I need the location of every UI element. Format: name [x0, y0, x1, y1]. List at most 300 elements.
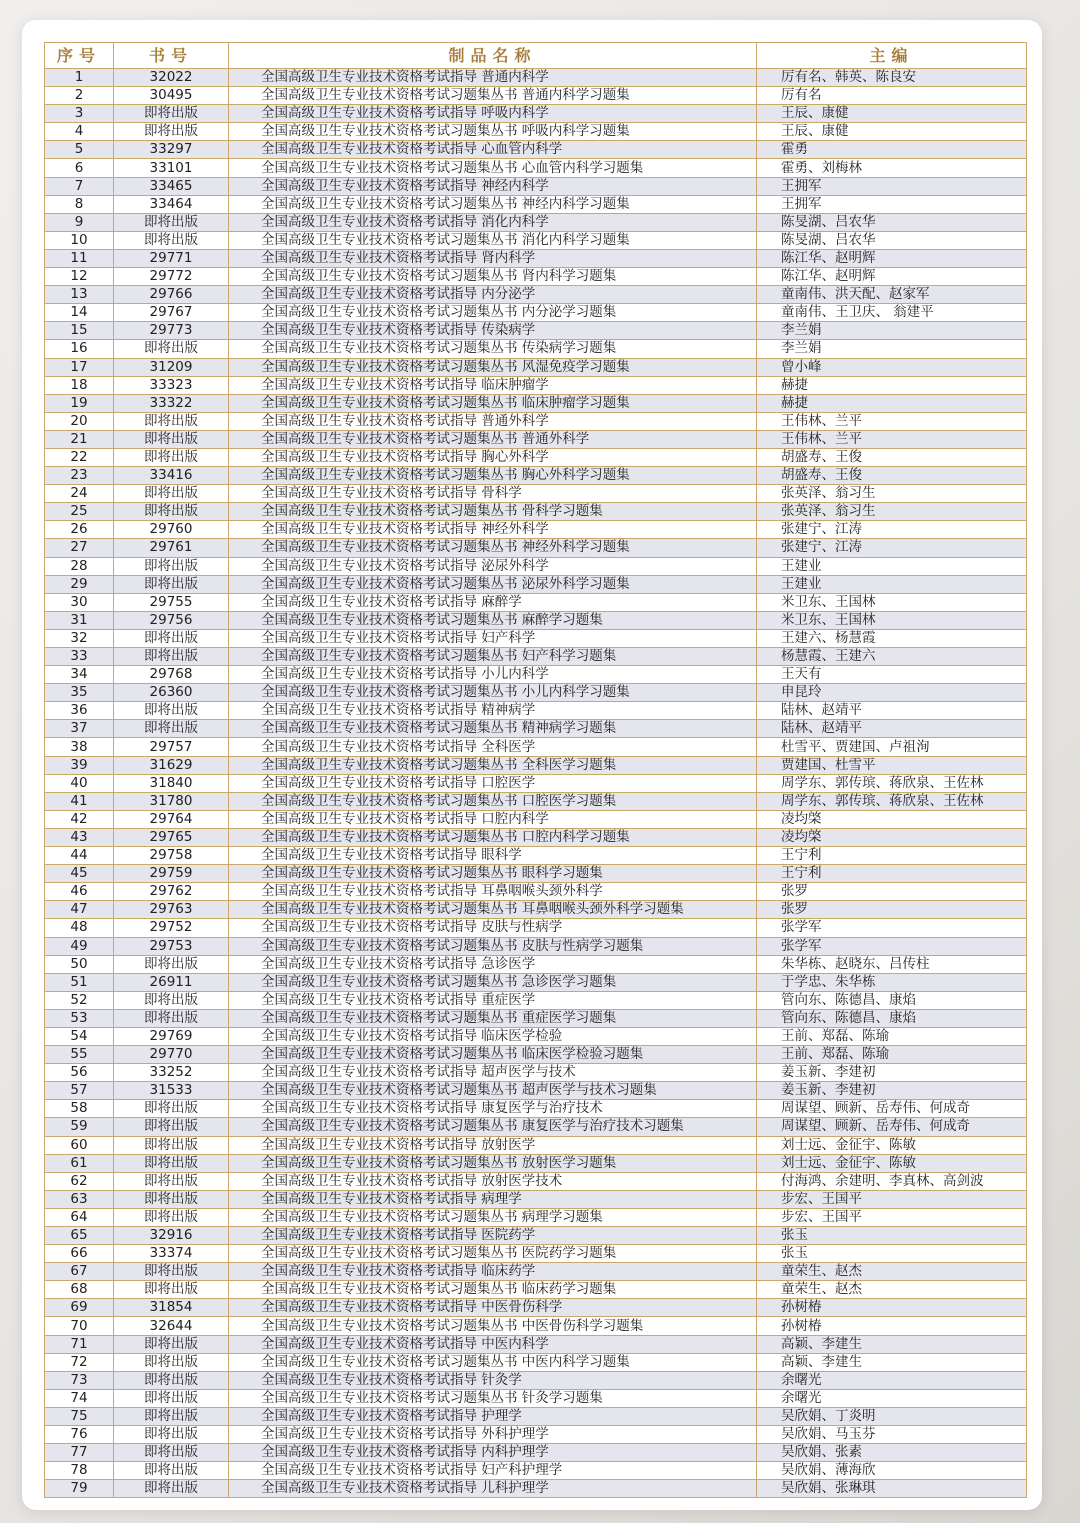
- row-book-no: 即将出版: [114, 485, 229, 503]
- row-name: 全国高级卫生专业技术资格考试习题集丛书 临床医学检验习题集: [229, 1046, 757, 1064]
- row-editor: 王前、郑磊、陈瑜: [757, 1027, 1027, 1045]
- row-name: 全国高级卫生专业技术资格考试指导 临床肿瘤学: [229, 376, 757, 394]
- row-name: 全国高级卫生专业技术资格考试习题集丛书 肾内科学习题集: [229, 268, 757, 286]
- header-editor: 主编: [757, 43, 1027, 69]
- row-name: 全国高级卫生专业技术资格考试指导 普通外科学: [229, 412, 757, 430]
- table-row: [45, 141, 1027, 159]
- row-book-no: 30495: [114, 87, 229, 105]
- table-row: [45, 322, 1027, 340]
- table-row: [45, 467, 1027, 485]
- row-editor: 管向东、陈德昌、康焰: [757, 1009, 1027, 1027]
- row-editor: 余曙光: [757, 1389, 1027, 1407]
- table-row: [45, 1100, 1027, 1118]
- row-editor: 张学军: [757, 937, 1027, 955]
- row-book-no: 31840: [114, 774, 229, 792]
- row-seq: 19: [45, 394, 114, 412]
- row-name: 全国高级卫生专业技术资格考试指导 口腔医学: [229, 774, 757, 792]
- table-row: [45, 648, 1027, 666]
- table-row: [45, 87, 1027, 105]
- row-seq: 1: [45, 69, 114, 87]
- row-book-no: 33252: [114, 1064, 229, 1082]
- table-row: [45, 666, 1027, 684]
- row-name: 全国高级卫生专业技术资格考试指导 神经外科学: [229, 521, 757, 539]
- row-name: 全国高级卫生专业技术资格考试指导 传染病学: [229, 322, 757, 340]
- row-name: 全国高级卫生专业技术资格考试指导 心血管内科学: [229, 141, 757, 159]
- table-row: [45, 430, 1027, 448]
- row-seq: 45: [45, 865, 114, 883]
- row-book-no: 即将出版: [114, 340, 229, 358]
- table-row: [45, 286, 1027, 304]
- row-book-no: 即将出版: [114, 720, 229, 738]
- table-row: [45, 1172, 1027, 1190]
- row-seq: 77: [45, 1444, 114, 1462]
- row-book-no: 29767: [114, 304, 229, 322]
- row-editor: 厉有名、韩英、陈良安: [757, 69, 1027, 87]
- table-row: [45, 720, 1027, 738]
- table-row: [45, 792, 1027, 810]
- row-book-no: 33101: [114, 159, 229, 177]
- row-editor: 王伟林、兰平: [757, 430, 1027, 448]
- table-row: [45, 159, 1027, 177]
- row-name: 全国高级卫生专业技术资格考试指导 外科护理学: [229, 1426, 757, 1444]
- row-book-no: 即将出版: [114, 231, 229, 249]
- row-editor: 吴欣娟、马玉芬: [757, 1426, 1027, 1444]
- row-seq: 32: [45, 629, 114, 647]
- row-editor: 孙树椿: [757, 1317, 1027, 1335]
- row-seq: 17: [45, 358, 114, 376]
- table-row: [45, 268, 1027, 286]
- row-seq: 58: [45, 1100, 114, 1118]
- row-book-no: 26360: [114, 684, 229, 702]
- table-row: [45, 973, 1027, 991]
- row-editor: 赫捷: [757, 394, 1027, 412]
- row-editor: 王建六、杨慧霞: [757, 629, 1027, 647]
- row-book-no: 即将出版: [114, 1009, 229, 1027]
- row-seq: 48: [45, 919, 114, 937]
- row-book-no: 即将出版: [114, 1389, 229, 1407]
- row-seq: 50: [45, 955, 114, 973]
- row-seq: 28: [45, 557, 114, 575]
- row-book-no: 即将出版: [114, 955, 229, 973]
- row-seq: 2: [45, 87, 114, 105]
- table-row: [45, 684, 1027, 702]
- row-name: 全国高级卫生专业技术资格考试习题集丛书 泌尿外科学习题集: [229, 575, 757, 593]
- table-row: [45, 865, 1027, 883]
- row-seq: 12: [45, 268, 114, 286]
- table-row: [45, 1371, 1027, 1389]
- row-seq: 26: [45, 521, 114, 539]
- row-book-no: 33297: [114, 141, 229, 159]
- row-seq: 61: [45, 1154, 114, 1172]
- row-name: 全国高级卫生专业技术资格考试习题集丛书 皮肤与性病学习题集: [229, 937, 757, 955]
- row-name: 全国高级卫生专业技术资格考试习题集丛书 消化内科学习题集: [229, 231, 757, 249]
- row-editor: 童南伟、洪天配、赵家军: [757, 286, 1027, 304]
- row-editor: 陈江华、赵明辉: [757, 268, 1027, 286]
- row-editor: 付海鸿、余建明、李真林、高剑波: [757, 1172, 1027, 1190]
- row-book-no: 29773: [114, 322, 229, 340]
- row-book-no: 29764: [114, 810, 229, 828]
- header-seq: 序号: [45, 43, 114, 69]
- table-row: [45, 213, 1027, 231]
- row-book-no: 26911: [114, 973, 229, 991]
- row-editor: 申昆玲: [757, 684, 1027, 702]
- table-row: [45, 702, 1027, 720]
- row-seq: 29: [45, 575, 114, 593]
- row-seq: 3: [45, 105, 114, 123]
- table-row: [45, 1245, 1027, 1263]
- row-editor: 凌均棨: [757, 828, 1027, 846]
- row-book-no: 即将出版: [114, 1136, 229, 1154]
- row-seq: 68: [45, 1281, 114, 1299]
- row-name: 全国高级卫生专业技术资格考试习题集丛书 普通外科学: [229, 430, 757, 448]
- row-seq: 6: [45, 159, 114, 177]
- row-name: 全国高级卫生专业技术资格考试指导 超声医学与技术: [229, 1064, 757, 1082]
- row-name: 全国高级卫生专业技术资格考试习题集丛书 中医内科学习题集: [229, 1353, 757, 1371]
- row-seq: 70: [45, 1317, 114, 1335]
- row-book-no: 即将出版: [114, 629, 229, 647]
- row-editor: 周谋望、顾新、岳寿伟、何成奇: [757, 1100, 1027, 1118]
- row-book-no: 即将出版: [114, 123, 229, 141]
- row-book-no: 29766: [114, 286, 229, 304]
- row-editor: 步宏、王国平: [757, 1190, 1027, 1208]
- row-book-no: 29770: [114, 1046, 229, 1064]
- row-editor: 陈旻湖、吕农华: [757, 231, 1027, 249]
- table-row: [45, 1082, 1027, 1100]
- table-row: [45, 774, 1027, 792]
- row-name: 全国高级卫生专业技术资格考试习题集丛书 传染病学习题集: [229, 340, 757, 358]
- row-editor: 陈江华、赵明辉: [757, 249, 1027, 267]
- row-book-no: 33322: [114, 394, 229, 412]
- row-book-no: 29759: [114, 865, 229, 883]
- row-seq: 18: [45, 376, 114, 394]
- row-name: 全国高级卫生专业技术资格考试习题集丛书 风湿免疫学习题集: [229, 358, 757, 376]
- row-name: 全国高级卫生专业技术资格考试指导 肾内科学: [229, 249, 757, 267]
- table-row: [45, 593, 1027, 611]
- row-editor: 杜雪平、贾建国、卢祖洵: [757, 738, 1027, 756]
- table-row: [45, 304, 1027, 322]
- row-seq: 49: [45, 937, 114, 955]
- table-row: [45, 1208, 1027, 1226]
- book-list-table: [44, 42, 1027, 1498]
- row-book-no: 即将出版: [114, 1462, 229, 1480]
- row-book-no: 即将出版: [114, 1118, 229, 1136]
- table-row: [45, 376, 1027, 394]
- row-name: 全国高级卫生专业技术资格考试指导 口腔内科学: [229, 810, 757, 828]
- table-row: [45, 1009, 1027, 1027]
- table-row: [45, 1136, 1027, 1154]
- row-editor: 步宏、王国平: [757, 1208, 1027, 1226]
- row-editor: 凌均棨: [757, 810, 1027, 828]
- row-book-no: 32916: [114, 1227, 229, 1245]
- row-editor: 米卫东、王国林: [757, 611, 1027, 629]
- row-seq: 41: [45, 792, 114, 810]
- row-book-no: 即将出版: [114, 991, 229, 1009]
- row-seq: 20: [45, 412, 114, 430]
- row-editor: 王宁利: [757, 865, 1027, 883]
- row-editor: 王前、郑磊、陈瑜: [757, 1046, 1027, 1064]
- row-editor: 刘士远、金征宇、陈敏: [757, 1136, 1027, 1154]
- row-name: 全国高级卫生专业技术资格考试习题集丛书 精神病学习题集: [229, 720, 757, 738]
- row-seq: 37: [45, 720, 114, 738]
- row-name: 全国高级卫生专业技术资格考试习题集丛书 重症医学习题集: [229, 1009, 757, 1027]
- row-book-no: 29753: [114, 937, 229, 955]
- row-book-no: 29758: [114, 847, 229, 865]
- row-editor: 童荣生、赵杰: [757, 1281, 1027, 1299]
- row-editor: 余曙光: [757, 1371, 1027, 1389]
- table-row: [45, 629, 1027, 647]
- row-name: 全国高级卫生专业技术资格考试指导 重症医学: [229, 991, 757, 1009]
- row-editor: 姜玉新、李建初: [757, 1082, 1027, 1100]
- row-seq: 7: [45, 177, 114, 195]
- table-row: [45, 955, 1027, 973]
- row-editor: 吴欣娟、张素: [757, 1444, 1027, 1462]
- row-editor: 张罗: [757, 883, 1027, 901]
- row-name: 全国高级卫生专业技术资格考试习题集丛书 神经内科学习题集: [229, 195, 757, 213]
- row-editor: 吴欣娟、薄海欣: [757, 1462, 1027, 1480]
- row-seq: 33: [45, 648, 114, 666]
- row-seq: 62: [45, 1172, 114, 1190]
- row-editor: 周谋望、顾新、岳寿伟、何成奇: [757, 1118, 1027, 1136]
- row-name: 全国高级卫生专业技术资格考试指导 骨科学: [229, 485, 757, 503]
- row-editor: 王辰、康健: [757, 123, 1027, 141]
- table-row: [45, 1027, 1027, 1045]
- row-seq: 38: [45, 738, 114, 756]
- row-name: 全国高级卫生专业技术资格考试习题集丛书 眼科学习题集: [229, 865, 757, 883]
- row-editor: 高颖、李建生: [757, 1335, 1027, 1353]
- row-seq: 44: [45, 847, 114, 865]
- row-name: 全国高级卫生专业技术资格考试习题集丛书 急诊医学习题集: [229, 973, 757, 991]
- row-book-no: 29756: [114, 611, 229, 629]
- table-row: [45, 937, 1027, 955]
- table-row: [45, 1335, 1027, 1353]
- row-seq: 22: [45, 448, 114, 466]
- row-editor: 王建业: [757, 557, 1027, 575]
- row-editor: 张玉: [757, 1227, 1027, 1245]
- row-editor: 王建业: [757, 575, 1027, 593]
- table-row: [45, 991, 1027, 1009]
- table-row: [45, 883, 1027, 901]
- row-book-no: 即将出版: [114, 1172, 229, 1190]
- row-book-no: 即将出版: [114, 1281, 229, 1299]
- row-book-no: 即将出版: [114, 575, 229, 593]
- row-book-no: 29772: [114, 268, 229, 286]
- row-book-no: 29771: [114, 249, 229, 267]
- row-name: 全国高级卫生专业技术资格考试指导 眼科学: [229, 847, 757, 865]
- row-book-no: 31854: [114, 1299, 229, 1317]
- row-name: 全国高级卫生专业技术资格考试指导 泌尿外科学: [229, 557, 757, 575]
- row-book-no: 即将出版: [114, 1208, 229, 1226]
- row-name: 全国高级卫生专业技术资格考试指导 中医骨伤科学: [229, 1299, 757, 1317]
- row-name: 全国高级卫生专业技术资格考试习题集丛书 康复医学与治疗技术习题集: [229, 1118, 757, 1136]
- row-book-no: 31629: [114, 756, 229, 774]
- table-row: [45, 1389, 1027, 1407]
- row-book-no: 即将出版: [114, 1426, 229, 1444]
- row-seq: 66: [45, 1245, 114, 1263]
- row-name: 全国高级卫生专业技术资格考试指导 精神病学: [229, 702, 757, 720]
- row-book-no: 31533: [114, 1082, 229, 1100]
- row-seq: 52: [45, 991, 114, 1009]
- table-row: [45, 394, 1027, 412]
- row-editor: 陈旻湖、吕农华: [757, 213, 1027, 231]
- row-seq: 65: [45, 1227, 114, 1245]
- header-name: 制品名称: [229, 43, 757, 69]
- row-book-no: 32644: [114, 1317, 229, 1335]
- row-name: 全国高级卫生专业技术资格考试指导 中医内科学: [229, 1335, 757, 1353]
- table-row: [45, 521, 1027, 539]
- row-editor: 张建宁、江涛: [757, 521, 1027, 539]
- row-editor: 王拥军: [757, 195, 1027, 213]
- row-editor: 童南伟、王卫庆、 翁建平: [757, 304, 1027, 322]
- row-book-no: 29760: [114, 521, 229, 539]
- row-editor: 陆林、赵靖平: [757, 702, 1027, 720]
- row-seq: 75: [45, 1407, 114, 1425]
- row-name: 全国高级卫生专业技术资格考试习题集丛书 医院药学习题集: [229, 1245, 757, 1263]
- table-row: [45, 1353, 1027, 1371]
- row-book-no: 31209: [114, 358, 229, 376]
- row-editor: 王辰、康健: [757, 105, 1027, 123]
- row-seq: 35: [45, 684, 114, 702]
- table-row: [45, 503, 1027, 521]
- row-name: 全国高级卫生专业技术资格考试指导 儿科护理学: [229, 1480, 757, 1498]
- row-name: 全国高级卫生专业技术资格考试指导 消化内科学: [229, 213, 757, 231]
- row-name: 全国高级卫生专业技术资格考试指导 临床医学检验: [229, 1027, 757, 1045]
- row-editor: 贾建国、杜雪平: [757, 756, 1027, 774]
- row-seq: 57: [45, 1082, 114, 1100]
- row-book-no: 33416: [114, 467, 229, 485]
- row-book-no: 33464: [114, 195, 229, 213]
- row-name: 全国高级卫生专业技术资格考试习题集丛书 超声医学与技术习题集: [229, 1082, 757, 1100]
- row-name: 全国高级卫生专业技术资格考试指导 妇产科护理学: [229, 1462, 757, 1480]
- row-name: 全国高级卫生专业技术资格考试习题集丛书 病理学习题集: [229, 1208, 757, 1226]
- table-row: [45, 901, 1027, 919]
- row-editor: 管向东、陈德昌、康焰: [757, 991, 1027, 1009]
- row-name: 全国高级卫生专业技术资格考试指导 小儿内科学: [229, 666, 757, 684]
- row-seq: 23: [45, 467, 114, 485]
- row-editor: 王宁利: [757, 847, 1027, 865]
- row-editor: 吴欣娟、丁炎明: [757, 1407, 1027, 1425]
- row-seq: 15: [45, 322, 114, 340]
- row-editor: 霍勇、刘梅林: [757, 159, 1027, 177]
- row-seq: 54: [45, 1027, 114, 1045]
- row-seq: 4: [45, 123, 114, 141]
- row-editor: 陆林、赵靖平: [757, 720, 1027, 738]
- table-row: [45, 1227, 1027, 1245]
- table-row: [45, 1462, 1027, 1480]
- row-seq: 27: [45, 539, 114, 557]
- row-seq: 78: [45, 1462, 114, 1480]
- row-name: 全国高级卫生专业技术资格考试习题集丛书 临床药学习题集: [229, 1281, 757, 1299]
- row-seq: 76: [45, 1426, 114, 1444]
- row-editor: 霍勇: [757, 141, 1027, 159]
- row-editor: 张玉: [757, 1245, 1027, 1263]
- row-name: 全国高级卫生专业技术资格考试习题集丛书 口腔内科学习题集: [229, 828, 757, 846]
- row-name: 全国高级卫生专业技术资格考试习题集丛书 呼吸内科学习题集: [229, 123, 757, 141]
- row-name: 全国高级卫生专业技术资格考试指导 麻醉学: [229, 593, 757, 611]
- row-book-no: 29757: [114, 738, 229, 756]
- row-editor: 吴欣娟、张琳琪: [757, 1480, 1027, 1498]
- row-seq: 47: [45, 901, 114, 919]
- row-editor: 张罗: [757, 901, 1027, 919]
- row-editor: 王天有: [757, 666, 1027, 684]
- table-row: [45, 249, 1027, 267]
- table-header-row: [45, 43, 1027, 69]
- row-name: 全国高级卫生专业技术资格考试习题集丛书 麻醉学习题集: [229, 611, 757, 629]
- table-row: [45, 1426, 1027, 1444]
- row-book-no: 即将出版: [114, 448, 229, 466]
- row-name: 全国高级卫生专业技术资格考试指导 病理学: [229, 1190, 757, 1208]
- row-book-no: 33323: [114, 376, 229, 394]
- row-name: 全国高级卫生专业技术资格考试习题集丛书 神经外科学习题集: [229, 539, 757, 557]
- row-editor: 李兰娟: [757, 322, 1027, 340]
- table-row: [45, 123, 1027, 141]
- row-book-no: 29769: [114, 1027, 229, 1045]
- row-name: 全国高级卫生专业技术资格考试指导 急诊医学: [229, 955, 757, 973]
- row-seq: 10: [45, 231, 114, 249]
- table-row: [45, 1046, 1027, 1064]
- row-editor: 张英泽、翁习生: [757, 503, 1027, 521]
- header-book-no: 书号: [114, 43, 229, 69]
- row-name: 全国高级卫生专业技术资格考试指导 临床药学: [229, 1263, 757, 1281]
- row-book-no: 29762: [114, 883, 229, 901]
- row-book-no: 即将出版: [114, 1335, 229, 1353]
- row-seq: 34: [45, 666, 114, 684]
- row-editor: 胡盛寿、王俊: [757, 448, 1027, 466]
- row-seq: 42: [45, 810, 114, 828]
- row-book-no: 33465: [114, 177, 229, 195]
- table-row: [45, 195, 1027, 213]
- row-book-no: 即将出版: [114, 1407, 229, 1425]
- row-book-no: 即将出版: [114, 430, 229, 448]
- row-name: 全国高级卫生专业技术资格考试习题集丛书 耳鼻咽喉头颈外科学习题集: [229, 901, 757, 919]
- row-editor: 周学东、郭传瑸、蒋欣泉、王佐林: [757, 792, 1027, 810]
- row-name: 全国高级卫生专业技术资格考试习题集丛书 小儿内科学习题集: [229, 684, 757, 702]
- table-row: [45, 105, 1027, 123]
- row-book-no: 即将出版: [114, 1444, 229, 1462]
- row-editor: 周学东、郭传瑸、蒋欣泉、王佐林: [757, 774, 1027, 792]
- table-row: [45, 412, 1027, 430]
- row-book-no: 29763: [114, 901, 229, 919]
- row-name: 全国高级卫生专业技术资格考试习题集丛书 中医骨伤科学习题集: [229, 1317, 757, 1335]
- row-editor: 朱华栋、赵晓东、吕传柱: [757, 955, 1027, 973]
- table-row: [45, 738, 1027, 756]
- table-row: [45, 810, 1027, 828]
- row-name: 全国高级卫生专业技术资格考试习题集丛书 内分泌学习题集: [229, 304, 757, 322]
- row-book-no: 即将出版: [114, 1263, 229, 1281]
- row-editor: 高颖、李建生: [757, 1353, 1027, 1371]
- row-editor: 李兰娟: [757, 340, 1027, 358]
- row-seq: 63: [45, 1190, 114, 1208]
- table-row: [45, 1281, 1027, 1299]
- table-row: [45, 1407, 1027, 1425]
- row-editor: 姜玉新、李建初: [757, 1064, 1027, 1082]
- row-book-no: 即将出版: [114, 1100, 229, 1118]
- row-editor: 厉有名: [757, 87, 1027, 105]
- table-row: [45, 611, 1027, 629]
- row-name: 全国高级卫生专业技术资格考试习题集丛书 妇产科学习题集: [229, 648, 757, 666]
- row-seq: 60: [45, 1136, 114, 1154]
- row-editor: 张英泽、翁习生: [757, 485, 1027, 503]
- row-name: 全国高级卫生专业技术资格考试习题集丛书 骨科学习题集: [229, 503, 757, 521]
- row-seq: 67: [45, 1263, 114, 1281]
- row-name: 全国高级卫生专业技术资格考试指导 护理学: [229, 1407, 757, 1425]
- row-seq: 5: [45, 141, 114, 159]
- row-editor: 赫捷: [757, 376, 1027, 394]
- row-name: 全国高级卫生专业技术资格考试指导 放射医学: [229, 1136, 757, 1154]
- row-editor: 王伟林、兰平: [757, 412, 1027, 430]
- table-row: [45, 1190, 1027, 1208]
- table-row: [45, 847, 1027, 865]
- row-seq: 36: [45, 702, 114, 720]
